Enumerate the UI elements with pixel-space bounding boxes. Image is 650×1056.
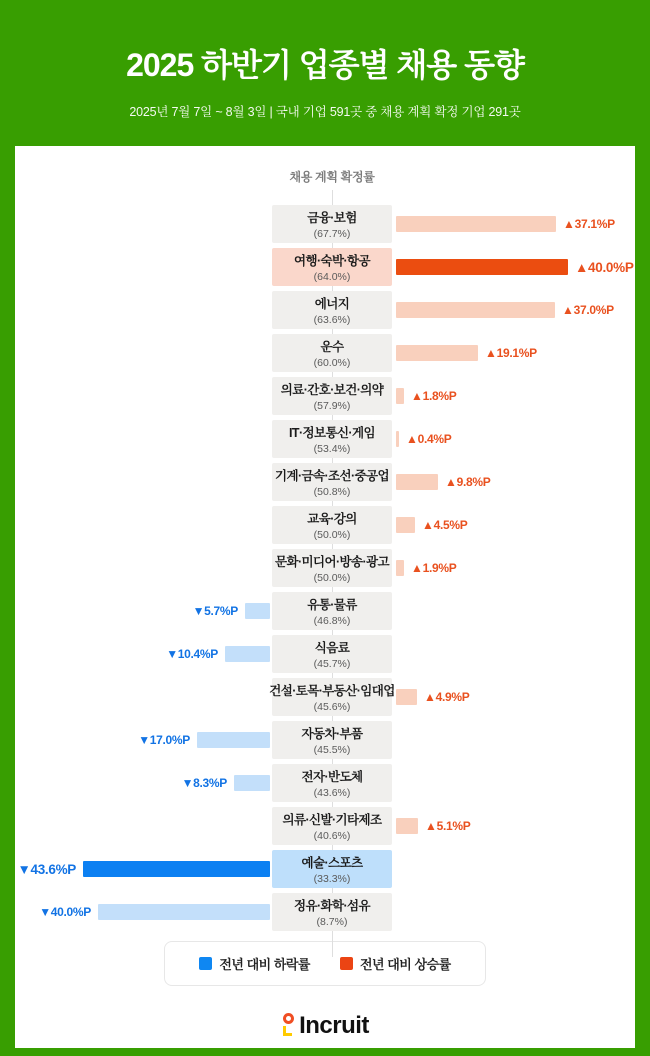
- category-box: [272, 291, 392, 329]
- legend: [164, 941, 485, 986]
- increase-bar: [396, 431, 399, 447]
- page-title: 2025 하반기 업종별 채용 동향: [126, 47, 524, 83]
- category-rate: (57.9%): [313, 400, 351, 412]
- category-box: [272, 764, 392, 802]
- change-value: ▲1.9%P: [411, 561, 457, 575]
- category-box: [272, 205, 392, 243]
- increase-bar: [396, 689, 417, 705]
- change-value: ▲19.1%P: [485, 346, 537, 360]
- increase-bar: [396, 818, 418, 834]
- legend-item-decrease: [199, 954, 310, 973]
- increase-bar: [396, 474, 438, 490]
- legend-wrap: [15, 941, 635, 986]
- survey-subtitle: 2025년 7월 7일 ~ 8월 3일 | 국내 기업 591곳 중 채용 계획 확정 기업 291곳: [129, 105, 521, 119]
- category-label: 건설·토목·부동산·임대업: [269, 684, 395, 698]
- legend-label: 전년 대비 상승률: [360, 957, 451, 972]
- category-label: 교육·강의: [307, 512, 357, 526]
- chart-row: [15, 893, 635, 931]
- header: [0, 0, 650, 120]
- category-rate: (63.6%): [313, 314, 351, 326]
- footer-logo: [15, 1012, 635, 1040]
- chart-card: [15, 146, 635, 1048]
- change-value: ▼40.0%P: [39, 905, 91, 919]
- category-box: [272, 334, 392, 372]
- category-rate: (50.8%): [313, 486, 351, 498]
- chart-rows: [15, 205, 635, 931]
- category-rate: (50.0%): [313, 572, 351, 584]
- category-label: 의류·신발·기타제조: [282, 813, 382, 827]
- category-box: [272, 721, 392, 759]
- legend-item-increase: [340, 954, 451, 973]
- chart-row: [15, 850, 635, 888]
- category-rate: (45.5%): [313, 744, 351, 756]
- increase-bar: [396, 517, 415, 533]
- legend-label: 전년 대비 하락률: [219, 957, 310, 972]
- category-box: [272, 893, 392, 931]
- category-label: 여행·숙박·항공: [294, 254, 370, 268]
- chart-row: [15, 549, 635, 587]
- chart-row: [15, 291, 635, 329]
- category-box: [272, 377, 392, 415]
- decrease-bar: [83, 861, 270, 877]
- change-value: ▲4.9%P: [424, 690, 470, 704]
- increase-swatch-icon: [340, 957, 353, 970]
- category-rate: (67.7%): [313, 228, 351, 240]
- category-label: 전자·반도체: [301, 770, 363, 784]
- category-label: 정유·화학·섬유: [294, 899, 370, 913]
- category-rate: (8.7%): [316, 916, 348, 928]
- category-rate: (43.6%): [313, 787, 351, 799]
- category-box: [272, 635, 392, 673]
- decrease-swatch-icon: [199, 957, 212, 970]
- category-label: 식음료: [314, 641, 350, 655]
- logo-ring-icon: [283, 1013, 294, 1024]
- change-value: ▼10.4%P: [166, 647, 218, 661]
- axis-label: 채용 계획 확정률: [289, 170, 375, 184]
- change-value: ▼8.3%P: [181, 776, 227, 790]
- category-box: [272, 850, 392, 888]
- category-rate: (50.0%): [313, 529, 351, 541]
- chart-row: [15, 463, 635, 501]
- increase-bar: [396, 216, 556, 232]
- chart-row: [15, 205, 635, 243]
- decrease-bar: [225, 646, 270, 662]
- category-box: [272, 420, 392, 458]
- increase-bar: [396, 259, 568, 275]
- change-value: ▼43.6%P: [17, 861, 76, 877]
- category-label: IT·정보통신·게임: [289, 426, 375, 440]
- chart-row: [15, 420, 635, 458]
- change-value: ▲1.8%P: [411, 389, 457, 403]
- category-rate: (64.0%): [313, 271, 351, 283]
- category-box: [272, 506, 392, 544]
- decrease-bar: [234, 775, 270, 791]
- category-rate: (45.7%): [313, 658, 351, 670]
- change-value: ▼5.7%P: [192, 604, 238, 618]
- change-value: ▲40.0%P: [575, 259, 634, 275]
- category-label: 자동차·부품: [301, 727, 363, 741]
- incruit-logo-icon: [281, 1012, 296, 1040]
- category-rate: (40.6%): [313, 830, 351, 842]
- category-box: [272, 807, 392, 845]
- chart-row: [15, 764, 635, 802]
- decrease-bar: [98, 904, 270, 920]
- decrease-bar: [245, 603, 270, 619]
- category-box: [272, 463, 392, 501]
- increase-bar: [396, 560, 404, 576]
- chart-row: [15, 807, 635, 845]
- category-label: 예술·스포츠: [301, 856, 363, 870]
- change-value: ▲37.0%P: [562, 303, 614, 317]
- chart-row: [15, 721, 635, 759]
- change-value: ▼17.0%P: [138, 733, 190, 747]
- logo-text: Incruit: [299, 1012, 369, 1039]
- increase-bar: [396, 302, 555, 318]
- category-label: 금융·보험: [307, 211, 357, 225]
- decrease-bar: [197, 732, 270, 748]
- chart-row: [15, 635, 635, 673]
- category-box: [269, 678, 395, 716]
- category-rate: (46.8%): [313, 615, 351, 627]
- category-label: 에너지: [314, 297, 350, 311]
- chart-row: [15, 377, 635, 415]
- chart-row: [15, 248, 635, 286]
- chart-row: [15, 678, 635, 716]
- category-label: 의료·간호·보건·의약: [280, 383, 384, 397]
- category-rate: (60.0%): [313, 357, 351, 369]
- increase-bar: [396, 388, 404, 404]
- category-label: 유통·물류: [307, 598, 357, 612]
- change-value: ▲0.4%P: [406, 432, 452, 446]
- increase-bar: [396, 345, 478, 361]
- category-rate: (33.3%): [313, 873, 351, 885]
- category-label: 문화·미디어·방송·광고: [275, 555, 389, 569]
- chart-row: [15, 506, 635, 544]
- change-value: ▲4.5%P: [422, 518, 468, 532]
- category-label: 운수: [320, 340, 344, 354]
- category-box: [272, 248, 392, 286]
- category-box: [272, 592, 392, 630]
- category-rate: (53.4%): [313, 443, 351, 455]
- chart-row: [15, 592, 635, 630]
- change-value: ▲37.1%P: [563, 217, 615, 231]
- category-rate: (45.6%): [313, 701, 351, 713]
- logo-l-icon: [283, 1026, 292, 1036]
- category-label: 기계·금속·조선·중공업: [275, 469, 389, 483]
- category-box: [272, 549, 392, 587]
- change-value: ▲5.1%P: [425, 819, 471, 833]
- chart-row: [15, 334, 635, 372]
- change-value: ▲9.8%P: [445, 475, 491, 489]
